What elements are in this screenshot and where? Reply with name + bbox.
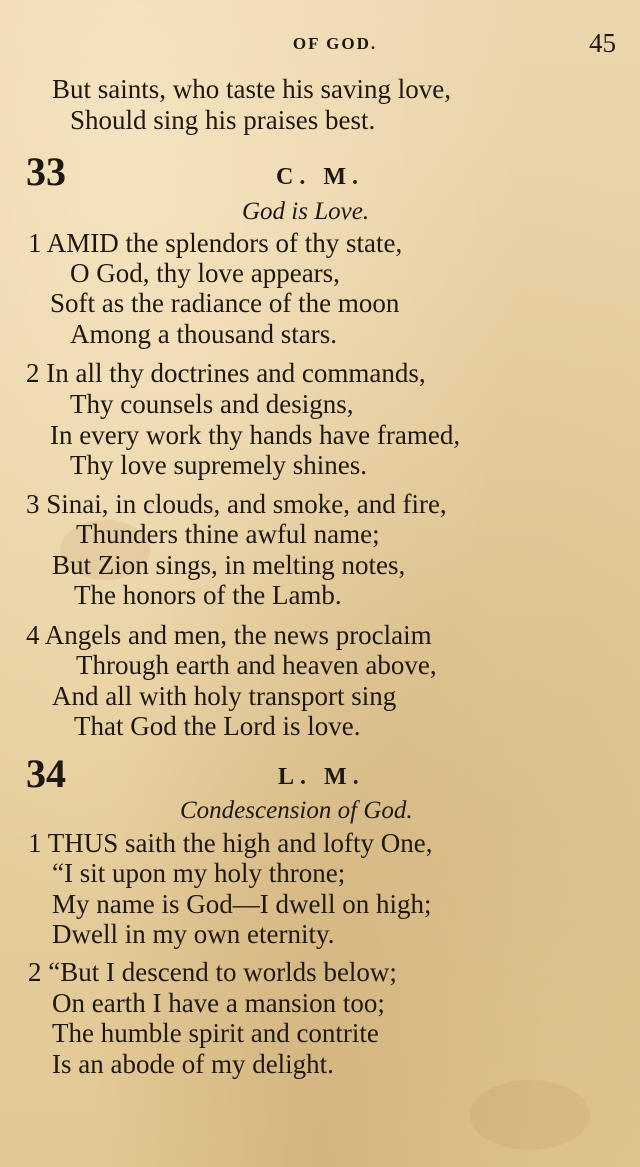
- hymn-number: 33: [26, 149, 66, 194]
- verse-line: Thunders thine awful name;: [76, 519, 380, 549]
- hymn-number: 34: [26, 751, 66, 796]
- hymn-title: Condescension of God.: [180, 797, 413, 824]
- paper-stain: [470, 1080, 590, 1150]
- verse-line: 3 Sinai, in clouds, and smoke, and fire,: [26, 489, 447, 519]
- verse-line: The honors of the Lamb.: [74, 580, 342, 610]
- verse-line: Dwell in my own eternity.: [52, 919, 335, 949]
- verse-line: Is an abode of my delight.: [52, 1049, 334, 1079]
- verse-line: But saints, who taste his saving love,: [52, 74, 451, 104]
- hymn-title: God is Love.: [242, 198, 370, 225]
- verse-line: 2 In all thy doctrines and commands,: [26, 358, 426, 388]
- verse-line: And all with holy transport sing: [52, 681, 397, 711]
- verse-line: On earth I have a mansion too;: [52, 988, 385, 1018]
- verse-line: Soft as the radiance of the moon: [50, 288, 400, 318]
- verse-line: But Zion sings, in melting notes,: [52, 550, 406, 580]
- verse-line: 4 Angels and men, the news proclaim: [26, 620, 432, 650]
- verse-line: Should sing his praises best.: [70, 105, 376, 135]
- verse-line: My name is God—I dwell on high;: [52, 889, 432, 919]
- verse-line: The humble spirit and contrite: [52, 1018, 379, 1048]
- hymn-meter: L. M.: [278, 764, 365, 790]
- verse-line: Among a thousand stars.: [70, 319, 337, 349]
- verse-line: That God the Lord is love.: [74, 711, 361, 741]
- verse-line: In every work thy hands have framed,: [50, 420, 461, 450]
- hymn-meter: C. M.: [276, 164, 364, 190]
- verse-line: 1 THUS saith the high and lofty One,: [28, 828, 433, 858]
- running-header: OF GOD.: [292, 34, 378, 53]
- verse-line: “I sit upon my holy throne;: [52, 858, 346, 888]
- verse-line: 1 AMID the splendors of thy state,: [28, 228, 403, 258]
- page-number: 45: [589, 28, 616, 58]
- verse-line: Through earth and heaven above,: [76, 650, 437, 680]
- verse-line: 2 “But I descend to worlds below;: [28, 957, 397, 987]
- verse-line: O God, thy love appears,: [70, 258, 340, 288]
- verse-line: Thy love supremely shines.: [70, 450, 367, 480]
- verse-line: Thy counsels and designs,: [70, 389, 354, 419]
